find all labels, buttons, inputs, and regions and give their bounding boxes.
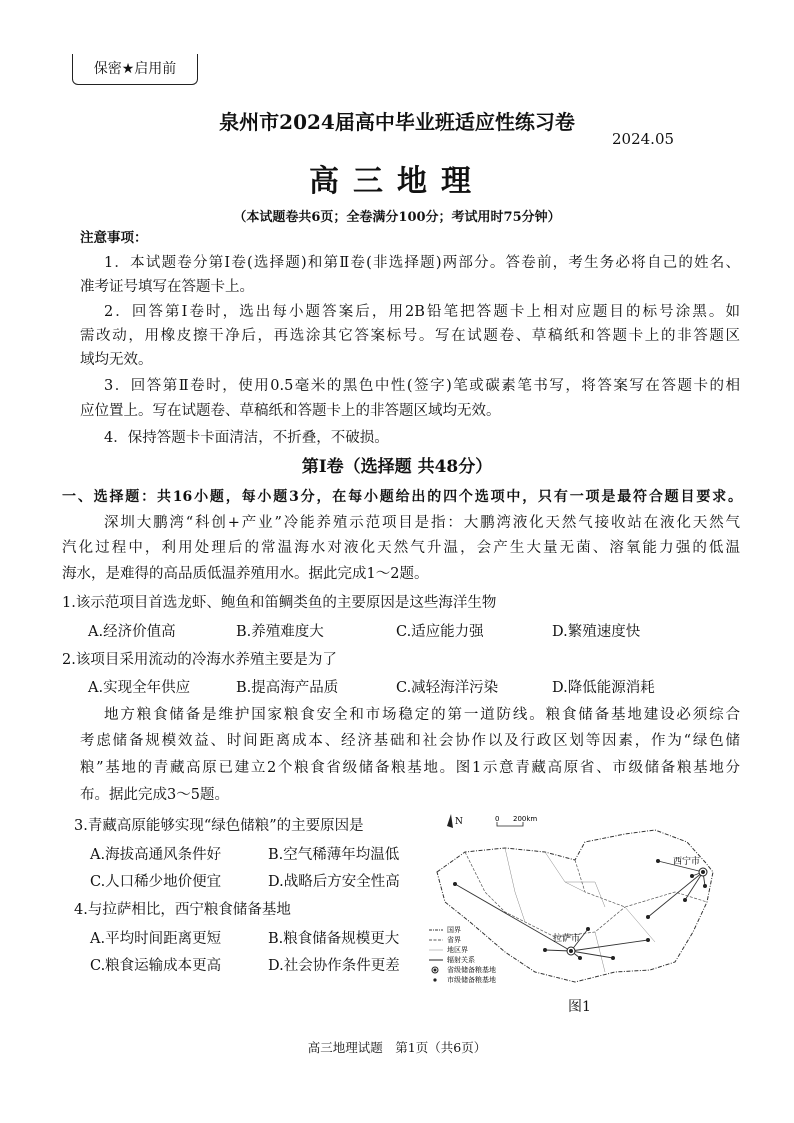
note-line: 4．保持答题卡卡面清洁，不折叠，不破损。 bbox=[104, 430, 389, 446]
plateau-outline bbox=[437, 830, 713, 982]
north-label: N bbox=[455, 817, 463, 827]
confidential-stamp: 保密★启用前 bbox=[72, 54, 198, 85]
passage-line: 考虑储备规模效益、时间距离成本、经济基础和社会协作以及行政区划等因素，作为“绿色储 bbox=[80, 733, 740, 749]
q4-option-c: C.粮食运输成本更高 bbox=[90, 958, 222, 974]
q4-option-d: D.社会协作条件更差 bbox=[268, 958, 400, 974]
exam-subtitle: （本试题卷共6页；全卷满分100分；考试用时75分钟） bbox=[233, 210, 561, 225]
province-boundaries bbox=[465, 852, 707, 937]
note-line: 2．回答第Ⅰ卷时，选出每小题答案后，用2B铅笔把答题卡上相对应题目的标号涂黑。如 bbox=[104, 304, 740, 320]
q4-option-a: A.平均时间距离更短 bbox=[90, 931, 222, 947]
passage-line: 地方粮食储备是维护国家粮食安全和市场稳定的第一道防线。粮食储备基地建设必须综合 bbox=[104, 707, 740, 723]
city-label-xining: 西宁市 bbox=[673, 857, 701, 867]
note-line: 3．回答第Ⅱ卷时，使用0.5毫米的黑色中性(签字)笔或碳素笔书写，将答案写在答题卡的相 bbox=[104, 378, 740, 394]
question-1-stem: 1.该示范项目首选龙虾、鲍鱼和笛鲷类鱼的主要原因是这些海洋生物 bbox=[62, 595, 497, 611]
passage-line: 海水，是难得的高品质低温养殖用水。据此完成1～2题。 bbox=[62, 566, 429, 582]
map-legend bbox=[429, 925, 496, 984]
note-line: 需改动，用橡皮擦干净后，再选涂其它答案标号。写在试题卷、草稿纸和答题卡上的非答题区 bbox=[80, 328, 740, 344]
question-4-stem: 4.与拉萨相比，西宁粮食储备基地 bbox=[74, 902, 291, 918]
note-line: 1．本试题卷分第Ⅰ卷(选择题)和第Ⅱ卷(非选择题)两部分。答卷前，考生务必将自己的姓名、 bbox=[104, 255, 740, 271]
passage-line: 深圳大鹏湾“科创+产业”冷能养殖示范项目是指：大鹏湾液化天然气接收站在液化天然气 bbox=[104, 515, 740, 531]
city-label-lhasa: 拉萨市 bbox=[553, 934, 581, 944]
subject-title: 高三地理 bbox=[309, 164, 485, 199]
figure-caption: 图1 bbox=[568, 999, 591, 1015]
q4-option-b: B.粮食储备规模更大 bbox=[268, 931, 400, 947]
legend-national-border: 国界 bbox=[447, 926, 461, 934]
notes-heading: 注意事项： bbox=[80, 230, 148, 246]
q1-option-b: B.养殖难度大 bbox=[236, 624, 324, 640]
north-arrow-icon bbox=[447, 814, 463, 828]
scale-distance: 200km bbox=[513, 815, 538, 823]
legend-radiation: 辐射关系 bbox=[447, 956, 475, 964]
passage-line: 汽化过程中，利用处理后的常温海水对液化天然气升温，会产生大量无菌、溶氧能力强的低温 bbox=[62, 540, 740, 556]
part-intro: 一、选择题：共16小题，每小题3分，在每小题给出的四个选项中，只有一项是最符合题目要求。 bbox=[62, 489, 742, 505]
note-line: 域均无效。 bbox=[80, 352, 153, 368]
passage-line: 粮”基地的青藏高原已建立2个粮食省级储备粮基地。图1示意青藏高原省、市级储备粮基地分 bbox=[80, 760, 740, 776]
district-boundaries bbox=[505, 848, 655, 972]
legend-city-base: 市级储备粮基地 bbox=[447, 976, 496, 984]
tibetan-plateau-map bbox=[425, 812, 725, 992]
page-footer: 高三地理试题 第1页（共6页） bbox=[307, 1040, 487, 1055]
q3-option-c: C.人口稀少地价便宜 bbox=[90, 874, 222, 890]
q3-option-d: D.战略后方安全性高 bbox=[268, 874, 400, 890]
note-line: 准考证号填写在答题卡上。 bbox=[80, 279, 254, 295]
passage-line: 布。据此完成3～5题。 bbox=[80, 787, 229, 803]
legend-provincial-base: 省级储备粮基地 bbox=[447, 966, 496, 974]
q3-option-b: B.空气稀薄年均温低 bbox=[268, 847, 400, 863]
q2-option-c: C.减轻海洋污染 bbox=[396, 680, 499, 696]
exam-date: 2024.05 bbox=[612, 130, 675, 148]
q2-option-b: B.提高海产品质 bbox=[236, 680, 339, 696]
legend-province-border: 省界 bbox=[447, 936, 461, 944]
scale-bar bbox=[495, 815, 537, 826]
scale-zero: 0 bbox=[495, 815, 500, 823]
q1-option-d: D.繁殖速度快 bbox=[552, 624, 641, 640]
legend-district-border: 地区界 bbox=[447, 946, 468, 954]
note-line: 应位置上。写在试题卷、草稿纸和答题卡上的非答题区域均无效。 bbox=[80, 403, 501, 419]
section-title: 第Ⅰ卷（选择题 共48分） bbox=[301, 457, 493, 477]
question-2-stem: 2.该项目采用流动的冷海水养殖主要是为了 bbox=[62, 652, 337, 668]
q2-option-d: D.降低能源消耗 bbox=[552, 680, 655, 696]
q1-option-c: C.适应能力强 bbox=[396, 624, 484, 640]
q2-option-a: A.实现全年供应 bbox=[88, 680, 191, 696]
q3-option-a: A.海拔高通风条件好 bbox=[90, 847, 222, 863]
city-level-bases bbox=[453, 859, 707, 960]
exam-title: 泉州市2024届高中毕业班适应性练习卷 bbox=[219, 110, 575, 134]
question-3-stem: 3.青藏高原能够实现“绿色储粮”的主要原因是 bbox=[74, 818, 364, 834]
q1-option-a: A.经济价值高 bbox=[88, 624, 176, 640]
